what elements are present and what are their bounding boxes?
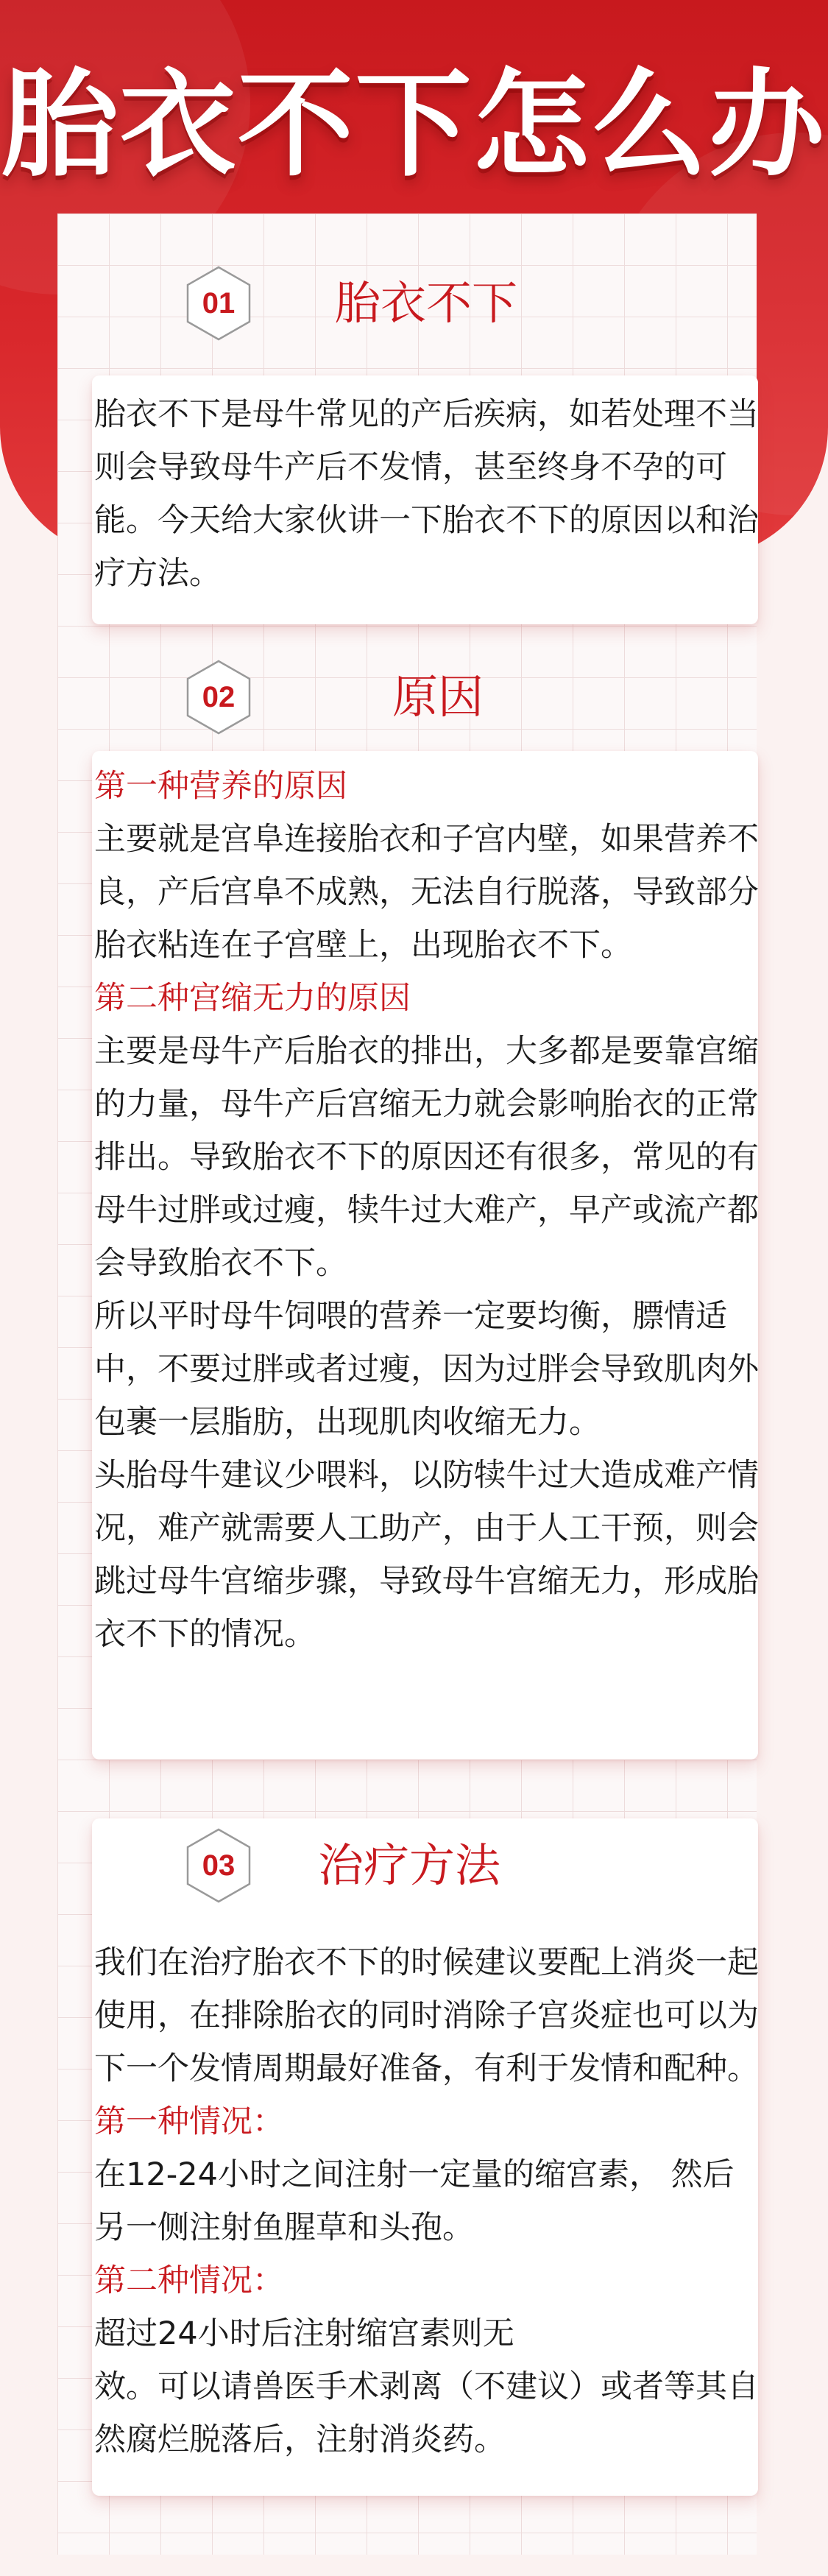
case-2-text-line-1: 超过24小时后注射缩宫素则无 <box>94 2315 514 2352</box>
section-number: 02 <box>202 681 236 713</box>
page-title: 胎衣不下怎么办 <box>1 57 827 193</box>
case-1-text: 在12-24小时之间注射一定量的缩宫素， 然后另一侧注射鱼腥草和头孢。 <box>94 2156 735 2246</box>
cause-1-title: 第一种营养的原因 <box>94 768 347 805</box>
section-number-badge-2 <box>185 659 252 735</box>
section-number-badge-3 <box>185 1827 252 1904</box>
section-heading-3: 治疗方法 <box>318 1838 501 1892</box>
case-2-title: 第二种情况： <box>94 2262 284 2299</box>
section-body-3 <box>94 1936 765 2466</box>
advice-text-2: 头胎母牛建议少喂料，以防犊牛过大造成难产情况，难产就需要人工助产，由于人工干预，则会跳过母牛宫缩步骤，导致母牛宫缩无力，形成胎衣不下的情况。 <box>94 1457 759 1653</box>
intro-text: 我们在治疗胎衣不下的时候建议要配上消炎一起使用，在排除胎衣的同时消除子宫炎症也可以为下一个发情周期最好准备，有利于发情和配种。 <box>94 1944 759 2087</box>
section-number-badge-1 <box>185 265 252 342</box>
section-heading-2: 原因 <box>392 670 484 724</box>
cause-2-text: 主要是母牛产后胎衣的排出，大多都是要靠宫缩的力量，母牛产后宫缩无力就会影响胎衣的正常排出。导致胎衣不下的原因还有很多，常见的有母牛过胖或过瘦，犊牛过大难产，早产或流产都会导致胎衣不下。 <box>94 1033 759 1282</box>
section-body-2 <box>94 760 765 1661</box>
advice-text: 所以平时母牛饲喂的营养一定要均衡，膘情适中，不要过胖或者过瘦，因为过胖会导致肌肉外包裹一层脂肪，出现肌肉收缩无力。 <box>94 1298 759 1441</box>
section-number: 01 <box>202 287 236 320</box>
case-1-title: 第一种情况： <box>94 2103 284 2140</box>
section-heading-1: 胎衣不下 <box>335 276 518 330</box>
cause-1-text: 主要就是宫阜连接胎衣和子宫内壁，如果营养不良，产后宫阜不成熟，无法自行脱落，导致部分胎衣粘连在子宫壁上，出现胎衣不下。 <box>94 821 759 964</box>
paragraph: 胎衣不下是母牛常见的产后疾病，如若处理不当则会导致母牛产后不发情，甚至终身不孕的可能。今天给大家伙讲一下胎衣不下的原因以和治疗方法。 <box>94 396 759 592</box>
section-body-1 <box>94 388 765 600</box>
section-number: 03 <box>202 1849 236 1882</box>
case-2-text-line-2: 效。可以请兽医手术剥离（不建议）或者等其自然腐烂脱落后，注射消炎药。 <box>94 2368 759 2458</box>
cause-2-title: 第二种宫缩无力的原因 <box>94 980 411 1017</box>
